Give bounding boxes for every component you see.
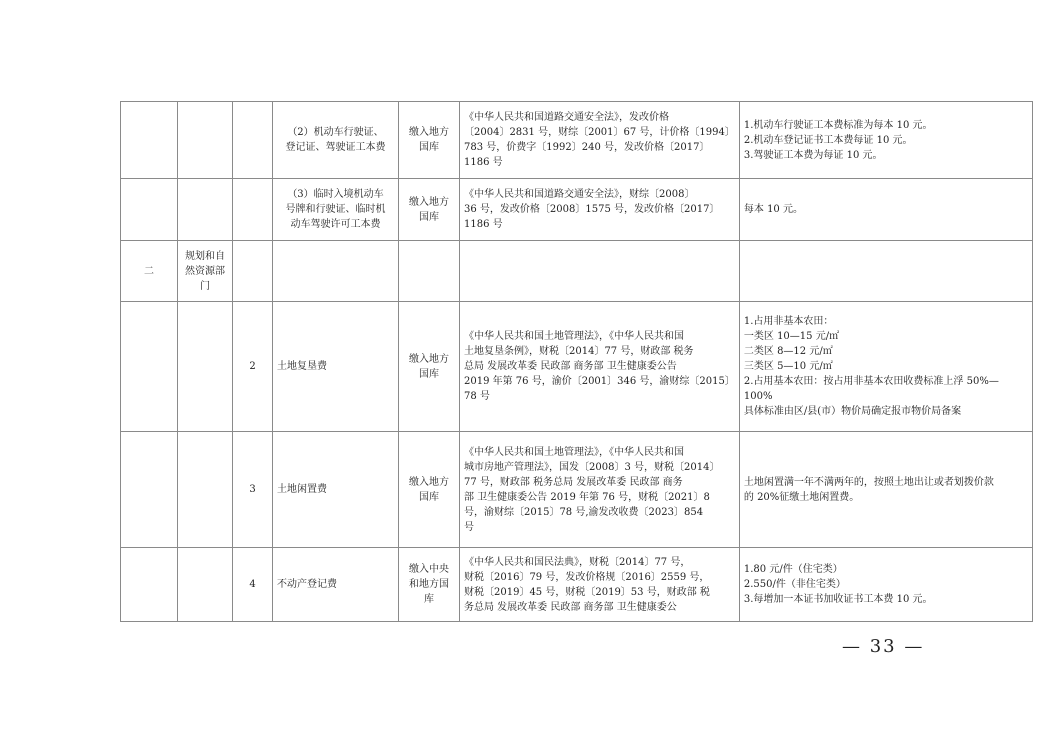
legal-basis-cell — [460, 302, 740, 432]
department-cell — [178, 179, 233, 241]
legal-basis-line: 城市房地产管理法》，国发〔2008〕3 号，财税〔2014〕 — [464, 461, 720, 473]
department-line: 然资源部 — [185, 265, 225, 277]
treasury-cell — [399, 432, 460, 548]
legal-basis-cell — [460, 548, 740, 622]
fee-name-cell — [273, 432, 399, 548]
treasury-line: 缴入地方 — [409, 476, 449, 488]
fee-standard-line: 2.占用基本农田：按占用非基本农田收费标准上浮 50%— — [743, 376, 999, 387]
fee-name-cell — [273, 548, 399, 622]
fee-name-line: 动车驾驶许可工本费 — [290, 219, 381, 230]
treasury-line: 缴入地方 — [409, 196, 449, 208]
fee-standard-line: 1.占用非基本农田： — [743, 316, 834, 327]
legal-basis-line: 1186 号 — [464, 157, 503, 168]
department-cell — [178, 241, 233, 302]
fee-standard-line: 每本 10 元。 — [743, 204, 803, 215]
legal-basis-line: 〔2004〕2831 号，财综〔2001〕67 号，计价格〔1994〕 — [464, 127, 735, 138]
legal-basis-cell — [460, 241, 740, 302]
fee-table — [120, 101, 1033, 622]
treasury-cell — [399, 179, 460, 241]
section-number-cell — [121, 302, 178, 432]
fee-name-line: 登记证、驾驶证工本费 — [285, 142, 386, 153]
item-index-cell: 2 — [233, 302, 273, 432]
fee-standard-cell — [739, 548, 1032, 622]
table-row — [121, 241, 1033, 302]
fee-name-cell — [273, 179, 399, 241]
treasury-line: 库 — [424, 594, 434, 605]
department-cell — [178, 302, 233, 432]
fee-name-line: （2）机动车行驶证、 — [287, 127, 384, 138]
legal-basis-cell — [460, 102, 740, 179]
section-number-cell — [121, 432, 178, 548]
fee-name-cell — [273, 302, 399, 432]
fee-name-line: 号牌和行驶证、临时机 — [285, 204, 386, 215]
item-index-cell — [233, 241, 273, 302]
table-row — [121, 432, 1033, 548]
section-number-cell — [121, 102, 178, 179]
department-line: 门 — [200, 280, 210, 292]
item-index-cell — [233, 179, 273, 241]
treasury-line: 国库 — [419, 142, 439, 153]
fee-standard-cell — [739, 302, 1032, 432]
treasury-line: 国库 — [419, 211, 439, 223]
fee-name-line: 土地闲置费 — [277, 484, 327, 495]
legal-basis-line: 土地复垦条例》，财税〔2014〕77 号，财政部 税务 — [464, 346, 694, 357]
fee-standard-line: 2.550/件（非住宅类） — [743, 579, 846, 590]
legal-basis-line: 1186 号 — [464, 219, 503, 230]
fee-name-line: 土地复垦费 — [277, 361, 327, 372]
legal-basis-line: 总局 发展改革委 民政部 商务部 卫生健康委公告 — [464, 361, 677, 372]
treasury-line: 缴入中央 — [409, 564, 449, 575]
legal-basis-line: 号 — [464, 521, 474, 533]
fee-standard-line: 的 20%征缴土地闲置费。 — [743, 491, 860, 503]
fee-standard-line: 土地闲置满一年不满两年的，按照土地出让或者划拨价款 — [743, 476, 994, 488]
fee-standard-line: 2.机动车登记证书工本费每证 10 元。 — [743, 134, 913, 146]
treasury-cell — [399, 548, 460, 622]
fee-name-cell — [273, 241, 399, 302]
legal-basis-line: 36 号，发改价格〔2008〕1575 号，发改价格〔2017〕 — [464, 204, 720, 215]
fee-standard-cell — [739, 102, 1032, 179]
legal-basis-line: 77 号，财政部 税务总局 发展改革委 民政部 商务 — [464, 476, 683, 488]
treasury-cell — [399, 102, 460, 179]
legal-basis-line: 78 号 — [464, 391, 490, 402]
treasury-line: 缴入地方 — [409, 353, 449, 365]
fee-standard-line: 二类区 8—12 元/㎡ — [743, 346, 833, 357]
treasury-cell — [399, 302, 460, 432]
department-cell — [178, 432, 233, 548]
table-row — [121, 179, 1033, 241]
section-number-cell: 二 — [121, 241, 178, 302]
fee-standard-line: 100% — [743, 391, 773, 402]
legal-basis-line: 务总局 发展改革委 民政部 商务部 卫生健康委公 — [464, 601, 677, 613]
treasury-line: 缴入地方 — [409, 127, 449, 138]
fee-standard-line: 三类区 5—10 元/㎡ — [743, 361, 833, 372]
fee-standard-cell — [739, 241, 1032, 302]
legal-basis-line: 《中华人民共和国土地管理法》，《中华人民共和国 — [464, 331, 684, 342]
table-row — [121, 302, 1033, 432]
fee-name-cell — [273, 102, 399, 179]
fee-name-line: （3）临时入境机动车 — [287, 189, 384, 200]
table-row — [121, 548, 1033, 622]
department-cell — [178, 548, 233, 622]
fee-standard-line: 1.机动车行驶证工本费标准为每本 10 元。 — [743, 119, 933, 131]
fee-standard-line: 3.每增加一本证书加收证书工本费 10 元。 — [743, 594, 933, 605]
fee-standard-line: 3.驾驶证工本费为每证 10 元。 — [743, 149, 883, 161]
legal-basis-cell — [460, 179, 740, 241]
fee-name-line: 不动产登记费 — [277, 579, 337, 590]
legal-basis-cell — [460, 432, 740, 548]
legal-basis-line: 783 号，价费字〔1992〕240 号，发改价格〔2017〕 — [464, 142, 710, 153]
legal-basis-line: 号，渝财综〔2015〕78 号,渝发改收费〔2023〕854 — [464, 506, 704, 518]
legal-basis-line: 2019 年第 76 号，渝价〔2001〕346 号，渝财综〔2015〕 — [464, 376, 735, 387]
item-index-cell — [233, 102, 273, 179]
treasury-cell — [399, 241, 460, 302]
fee-standard-line: 1.80 元/件（住宅类） — [743, 564, 843, 575]
legal-basis-line: 财税〔2019〕45 号，财税〔2019〕53 号，财政部 税 — [464, 586, 710, 598]
legal-basis-line: 财税〔2016〕79 号，发改价格规〔2016〕2559 号， — [464, 571, 710, 583]
table-row — [121, 102, 1033, 179]
department-line: 规划和自 — [185, 250, 225, 262]
legal-basis-line: 部 卫生健康委公告 2019 年第 76 号，财税〔2021〕8 — [464, 491, 710, 503]
legal-basis-line: 《中华人民共和国民法典》，财税〔2014〕77 号， — [464, 556, 691, 568]
fee-standard-cell — [739, 432, 1032, 548]
legal-basis-line: 《中华人民共和国土地管理法》，《中华人民共和国 — [464, 446, 684, 458]
department-cell — [178, 102, 233, 179]
fee-standard-line: 一类区 10—15 元/㎡ — [743, 331, 840, 342]
treasury-line: 国库 — [419, 491, 439, 503]
fee-standard-cell — [739, 179, 1032, 241]
section-number-cell — [121, 179, 178, 241]
treasury-line: 和地方国 — [409, 579, 449, 590]
item-index-cell: 4 — [233, 548, 273, 622]
fee-standard-line: 具体标准由区/县(市）物价局确定报市物价局备案 — [743, 406, 962, 417]
section-number-cell — [121, 548, 178, 622]
item-index-cell: 3 — [233, 432, 273, 548]
page-number: — 33 — — [842, 636, 925, 657]
legal-basis-line: 《中华人民共和国道路交通安全法》，发改价格 — [464, 112, 669, 123]
treasury-line: 国库 — [419, 368, 439, 380]
legal-basis-line: 《中华人民共和国道路交通安全法》，财综〔2008〕 — [464, 189, 695, 200]
